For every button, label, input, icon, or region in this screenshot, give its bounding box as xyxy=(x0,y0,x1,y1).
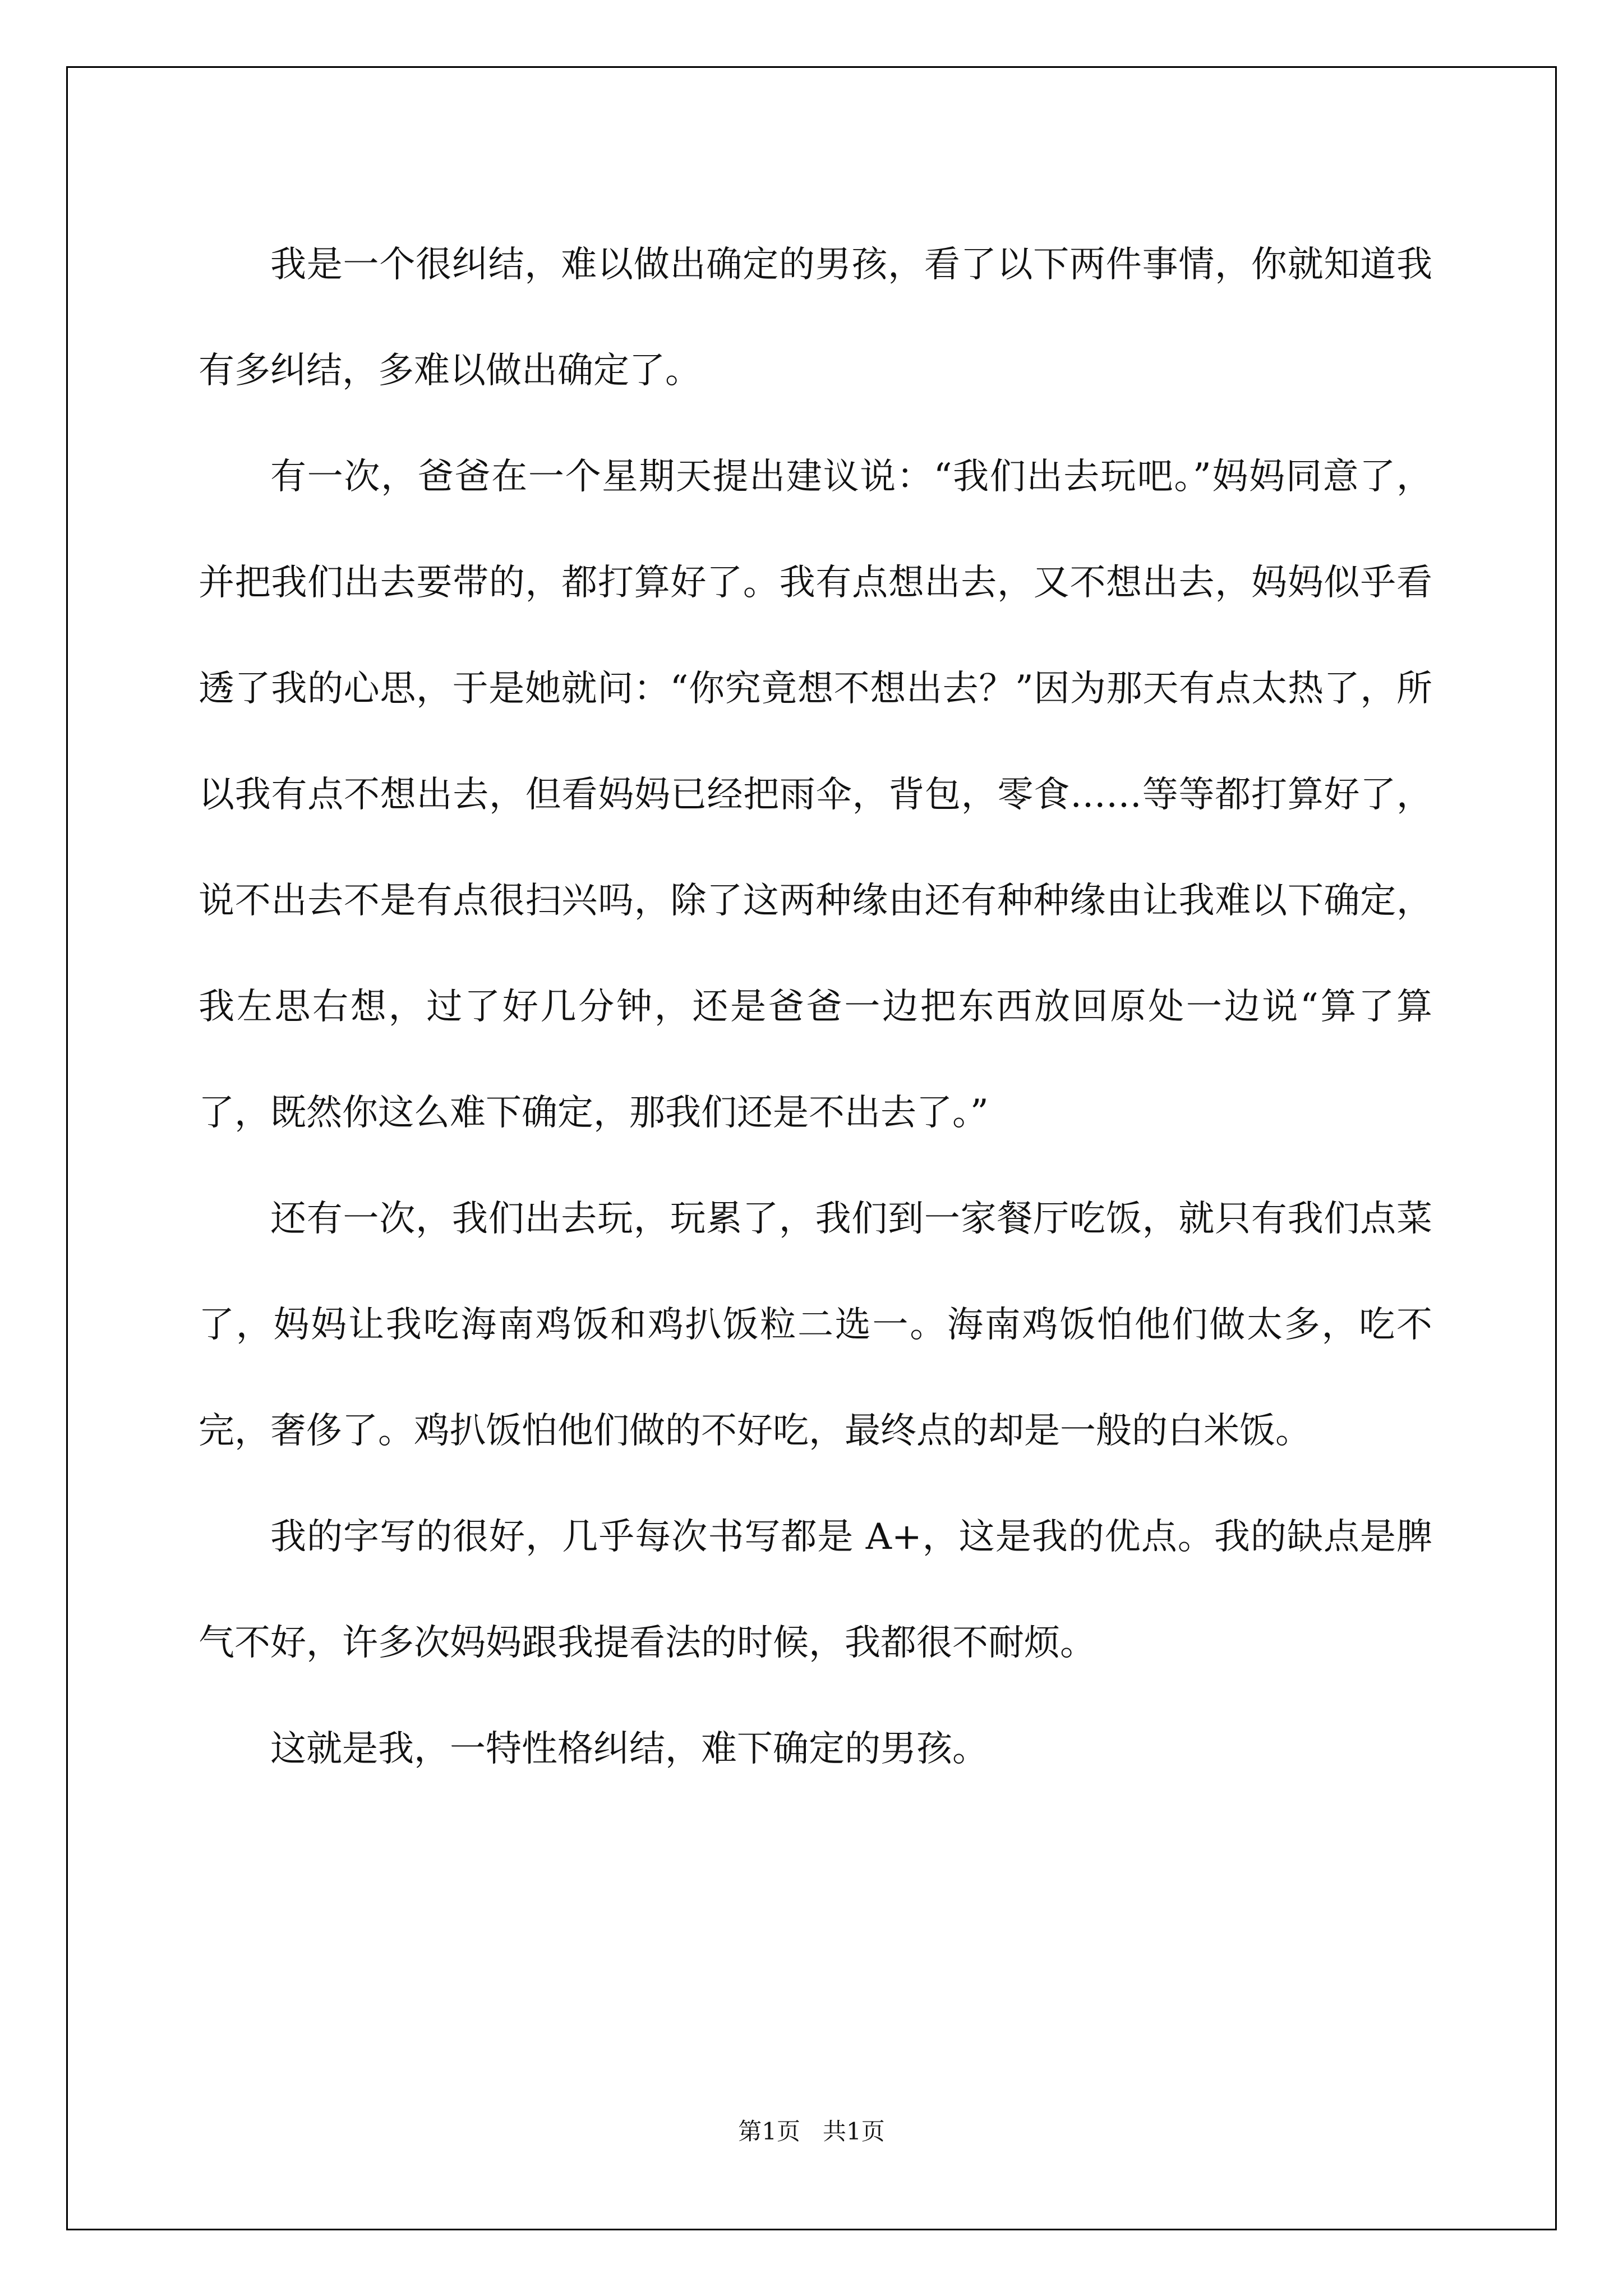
page-number-current: 第1页 xyxy=(738,2118,800,2145)
paragraph-2: 有一次，爸爸在一个星期天提出建议说：“我们出去玩吧。”妈妈同意了，并把我们出去要带的，都打算好了。我有点想出去，又不想出去，妈妈似乎看透了我的心思，于是她就问：“你究竟想不想出去？”因为那天有点太热了，所以我有点不想出去，但看妈妈已经把雨伞，背包，零食……等等都打算好了，说不出去不是有点很扫兴吗，除了这两种缘由还有种种缘由让我难以下确定，我左思右想，过了好几分钟，还是爸爸一边把东西放回原处一边说“算了算了，既然你这么难下确定，那我们还是不出去了。” xyxy=(199,456,1432,1134)
paragraph-5: 这就是我，一特性格纠结，难下确定的男孩。 xyxy=(270,1728,988,1770)
page-footer xyxy=(0,2115,1623,2148)
document-body xyxy=(199,212,1432,1802)
paragraph-4: 我的字写的很好，几乎每次书写都是 A+，这是我的优点。我的缺点是脾气不好，许多次妈妈跟我提看法的时候，我都很不耐烦。 xyxy=(199,1516,1432,1664)
paragraph-3: 还有一次，我们出去玩，玩累了，我们到一家餐厅吃饭，就只有我们点菜了，妈妈让我吃海南鸡饭和鸡扒饭粒二选一。海南鸡饭怕他们做太多，吃不完，奢侈了。鸡扒饭怕他们做的不好吃，最终点的却是一般的白米饭。 xyxy=(199,1198,1432,1452)
paragraph-1: 我是一个很纠结，难以做出确定的男孩，看了以下两件事情，你就知道我有多纠结，多难以做出确定了。 xyxy=(199,244,1432,392)
page-number-total: 共1页 xyxy=(823,2118,885,2145)
